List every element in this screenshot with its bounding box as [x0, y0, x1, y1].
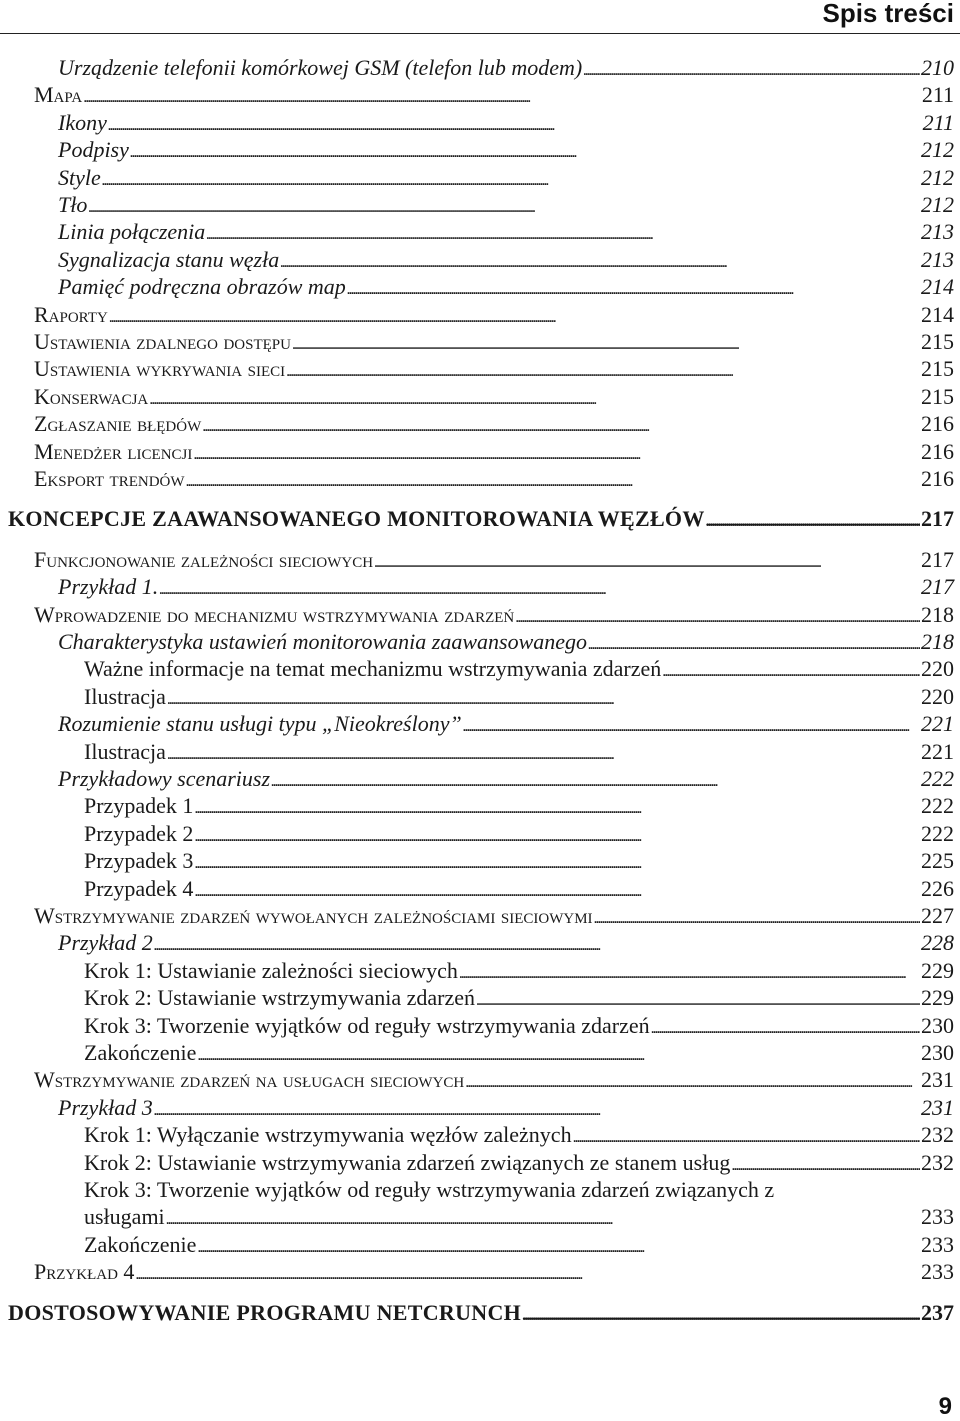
toc-entry-page-number: 210 — [921, 55, 954, 80]
toc-entry-label: Konserwacja — [34, 383, 149, 409]
toc-entry[interactable] — [58, 246, 954, 276]
toc-entry-label: Zgłaszanie błędów — [34, 411, 202, 437]
dot-leader — [202, 410, 920, 440]
toc-entry[interactable] — [84, 1121, 954, 1151]
toc-entry-label: Wprowadzenie do mechanizmu wstrzymywania zdarzeń — [34, 601, 515, 627]
toc-entry-label: Zakończenie — [84, 1040, 197, 1065]
dot-leader — [149, 383, 920, 413]
dot-leader — [662, 655, 920, 685]
dot-leader — [108, 109, 922, 139]
toc-entry-label: Krok 3: Tworzenie wyjątków od reguły wstrzymywania zdarzeń — [84, 1012, 650, 1038]
toc-entry-page-number: 214 — [921, 301, 954, 327]
toc-entry-label: Wstrzymywanie zdarzeń na usługach sieciowych — [34, 1067, 465, 1093]
toc-entry[interactable] — [34, 438, 954, 468]
toc-entry-page-number: 233 — [921, 1204, 954, 1230]
toc-entry-page-number: 230 — [921, 1012, 954, 1038]
toc-entry-label: Krok 2: Ustawianie wstrzymywania zdarzeń związanych ze stanem usług — [84, 1149, 731, 1175]
toc-entry-label: Krok 1: Ustawianie zależności sieciowych — [84, 957, 458, 983]
toc-entry-page-number: 231 — [921, 1067, 954, 1093]
dot-leader — [154, 1094, 920, 1124]
toc-entry-label: Sygnalizacja stanu węzła — [58, 246, 280, 272]
page-header-title: Spis treści — [822, 0, 954, 28]
toc-entry[interactable] — [58, 929, 954, 959]
toc-entry-page-number: 218 — [921, 629, 954, 654]
toc-entry-label: Ustawienia zdalnego dostępu — [34, 329, 291, 354]
toc-entry-page-number: 222 — [921, 793, 954, 819]
toc-entry-page-number: 230 — [921, 1040, 954, 1065]
toc-entry-page-number: 220 — [921, 656, 954, 682]
toc-entry-page-number: 217 — [921, 574, 954, 600]
dot-leader — [374, 546, 920, 576]
toc-entry-page-number: 228 — [921, 930, 954, 956]
toc-entry[interactable] — [58, 54, 954, 84]
dot-leader — [154, 929, 920, 959]
toc-entry-label: Przykład 1. — [58, 574, 159, 600]
dot-leader — [88, 191, 920, 221]
dot-leader — [167, 683, 920, 713]
toc-entry-page-number: 215 — [921, 329, 954, 354]
toc-entry-page-number: 221 — [921, 711, 954, 737]
toc-entry-label: Menedżer licencji — [34, 438, 193, 464]
dot-leader — [109, 301, 920, 331]
toc-entry-page-number: 211 — [921, 82, 954, 108]
toc-entry[interactable] — [58, 273, 954, 303]
toc-entry-label: Linia połączenia — [58, 219, 206, 245]
toc-entry[interactable] — [34, 355, 954, 385]
toc-entry[interactable] — [34, 601, 954, 631]
dot-leader — [166, 1203, 920, 1233]
toc-entry[interactable] — [58, 109, 954, 139]
toc-entry[interactable] — [58, 136, 954, 166]
dot-leader — [286, 355, 920, 385]
toc-entry-page-number: 212 — [921, 164, 954, 190]
toc-entry-wrapped-line[interactable]: Krok 3: Tworzenie wyjątków od reguły wstrzymywania zdarzeń związanych z — [84, 1177, 775, 1202]
toc-entry-label: KONCEPCJE ZAAWANSOWANEGO MONITOROWANIA WĘZŁÓW — [8, 506, 705, 532]
toc-entry-label: Przykład 2 — [58, 930, 153, 956]
dot-leader — [206, 218, 920, 248]
toc-entry[interactable] — [58, 164, 954, 194]
toc-entry[interactable] — [34, 301, 954, 331]
dot-leader — [135, 1258, 920, 1288]
toc-entry[interactable] — [84, 820, 954, 850]
toc-entry-page-number: 226 — [921, 875, 954, 901]
toc-entry[interactable] — [84, 1039, 954, 1069]
toc-entry[interactable] — [84, 847, 954, 877]
toc-entry-page-number: 215 — [921, 356, 954, 382]
toc-entry[interactable] — [58, 218, 954, 248]
toc-entry-label: Przypadek 4 — [84, 875, 194, 901]
dot-leader — [167, 738, 920, 768]
dot-leader — [83, 81, 921, 111]
dot-leader — [130, 136, 920, 166]
toc-entry-label: Charakterystyka ustawień monitorowania zaawansowanego — [58, 629, 588, 654]
toc-entry-page-number: 212 — [921, 137, 954, 163]
toc-entry-page-number: 217 — [921, 546, 954, 572]
toc-entry[interactable] — [34, 81, 954, 111]
toc-entry-page-number: 232 — [921, 1122, 954, 1148]
toc-entry-page-number: 214 — [921, 274, 954, 300]
toc-entry-label: Przypadek 3 — [84, 848, 194, 874]
dot-leader — [194, 847, 920, 877]
toc-entry-label: Ilustracja — [84, 738, 166, 764]
toc-entry-page-number: 213 — [921, 246, 954, 272]
toc-entry-page-number: 229 — [921, 985, 954, 1011]
dot-leader — [193, 438, 920, 468]
toc-entry-page-number: 227 — [921, 903, 954, 928]
toc-entry-label: Wstrzymywanie zdarzeń wywołanych zależnościami sieciowymi — [34, 903, 593, 928]
dot-leader — [459, 957, 920, 987]
toc-entry-page-number: 237 — [921, 1299, 954, 1325]
toc-entry-page-number: 217 — [921, 506, 954, 532]
toc-entry[interactable] — [84, 1231, 954, 1261]
toc-entry[interactable] — [58, 1094, 954, 1124]
toc-entry[interactable] — [34, 465, 954, 495]
toc-entry[interactable] — [84, 655, 954, 685]
toc-entry-page-number: 233 — [921, 1259, 954, 1285]
dot-leader — [347, 273, 920, 303]
toc-entry-label: DOSTOSOWYWANIE PROGRAMU NETCRUNCH — [8, 1299, 522, 1325]
dot-leader — [271, 765, 920, 795]
toc-entry-label: Przypadek 1 — [84, 793, 194, 819]
dot-leader — [522, 1299, 920, 1329]
dot-leader — [588, 628, 920, 658]
toc-entry-page-number: 225 — [921, 848, 954, 874]
toc-entry-label: Eksport trendów — [34, 466, 185, 491]
toc-entry-label: Zakończenie — [84, 1231, 197, 1257]
toc-entry[interactable] — [84, 1012, 954, 1042]
toc-entry-label: Mapa — [34, 82, 83, 108]
toc-entry-page-number: 222 — [921, 820, 954, 846]
toc-entry[interactable] — [34, 328, 954, 358]
toc-entry[interactable] — [84, 683, 954, 713]
toc-entry-page-number: 231 — [921, 1094, 954, 1120]
dot-leader — [292, 328, 920, 358]
toc-entry-page-number: 211 — [922, 109, 954, 135]
dot-leader — [731, 1149, 920, 1179]
dot-leader — [194, 792, 920, 822]
dot-leader — [197, 1039, 920, 1069]
dot-leader — [197, 1231, 920, 1261]
toc-entry[interactable] — [34, 1066, 954, 1096]
toc-entry-label: Rozumienie stanu usługi typu „Nieokreślony” — [58, 711, 462, 737]
dot-leader — [651, 1012, 920, 1042]
toc-entry-label: usługami — [84, 1204, 165, 1230]
dot-leader — [102, 164, 920, 194]
toc-entry-page-number: 215 — [921, 383, 954, 409]
toc-entry[interactable] — [58, 191, 954, 221]
toc-entry-page-number: 221 — [921, 738, 954, 764]
toc-entry-page-number: 213 — [921, 219, 954, 245]
toc-entry-label: Ikony — [58, 109, 107, 135]
toc-entry-page-number: 229 — [921, 957, 954, 983]
toc-entry-label: Style — [58, 164, 101, 190]
toc-entry[interactable] — [84, 1203, 954, 1233]
toc-entry[interactable] — [34, 410, 954, 440]
dot-leader — [476, 984, 920, 1014]
toc-entry-label: Krok 2: Ustawianie wstrzymywania zdarzeń — [84, 985, 475, 1011]
toc-entry[interactable] — [58, 710, 954, 740]
toc-entry-label: Ważne informacje na temat mechanizmu wstrzymywania zdarzeń — [84, 656, 662, 682]
toc-entry[interactable] — [84, 738, 954, 768]
toc-entry-label: Ustawienia wykrywania sieci — [34, 356, 286, 382]
toc-entry[interactable] — [34, 1258, 954, 1288]
toc-entry-page-number: 232 — [921, 1149, 954, 1175]
toc-entry[interactable] — [58, 573, 954, 603]
dot-leader — [573, 1121, 920, 1151]
toc-entry[interactable] — [8, 505, 954, 535]
dot-leader — [280, 246, 920, 276]
dot-leader — [515, 601, 920, 631]
toc-entry-page-number: 216 — [921, 411, 954, 437]
toc-entry-label: Przykład 3 — [58, 1094, 153, 1120]
dot-leader — [583, 54, 920, 84]
toc-entry-label: Funkcjonowanie zależności sieciowych — [34, 546, 374, 572]
header-divider — [0, 33, 960, 34]
toc-entry-page-number: 216 — [921, 466, 954, 491]
toc-entry[interactable] — [34, 383, 954, 413]
dot-leader — [159, 573, 920, 603]
dot-leader — [194, 820, 920, 850]
toc-entry[interactable] — [34, 902, 954, 932]
toc-entry[interactable] — [8, 1299, 954, 1329]
toc-entry-label: Raporty — [34, 301, 108, 327]
toc-entry-label: Przykładowy scenariusz — [58, 766, 271, 791]
toc-entry-page-number: 218 — [921, 601, 954, 627]
toc-entry[interactable] — [84, 984, 954, 1014]
toc-entry-label: Pamięć podręczna obrazów map — [58, 274, 346, 300]
dot-leader — [463, 710, 920, 740]
toc-entry-label: Przypadek 2 — [84, 820, 194, 846]
dot-leader — [194, 875, 920, 905]
dot-leader — [186, 465, 920, 495]
toc-entry-page-number: 233 — [921, 1231, 954, 1257]
toc-entry-label: Krok 1: Wyłączanie wstrzymywania węzłów zależnych — [84, 1122, 572, 1148]
toc-entry[interactable] — [84, 957, 954, 987]
dot-leader — [465, 1066, 920, 1096]
toc-entry-label: Przykład 4 — [34, 1259, 135, 1285]
toc-entry-page-number: 222 — [921, 766, 954, 791]
page-number: 9 — [938, 1393, 952, 1420]
toc-entry[interactable] — [84, 875, 954, 905]
toc-entry[interactable] — [58, 765, 954, 795]
toc-entry-label: Ilustracja — [84, 683, 166, 709]
toc-entry-page-number: 220 — [921, 683, 954, 709]
toc-entry-page-number: 212 — [921, 192, 954, 217]
toc-entry-label: Podpisy — [58, 137, 129, 163]
dot-leader — [594, 902, 920, 932]
toc-entry-label: Urządzenie telefonii komórkowej GSM (telefon lub modem) — [58, 55, 583, 80]
toc-entry[interactable] — [58, 628, 954, 658]
toc-entry[interactable] — [84, 1149, 954, 1179]
toc-entry-label: Tło — [58, 192, 88, 217]
toc-entry-page-number: 216 — [921, 438, 954, 464]
toc-entry[interactable] — [34, 546, 954, 576]
toc-entry[interactable] — [84, 792, 954, 822]
dot-leader — [706, 505, 920, 535]
